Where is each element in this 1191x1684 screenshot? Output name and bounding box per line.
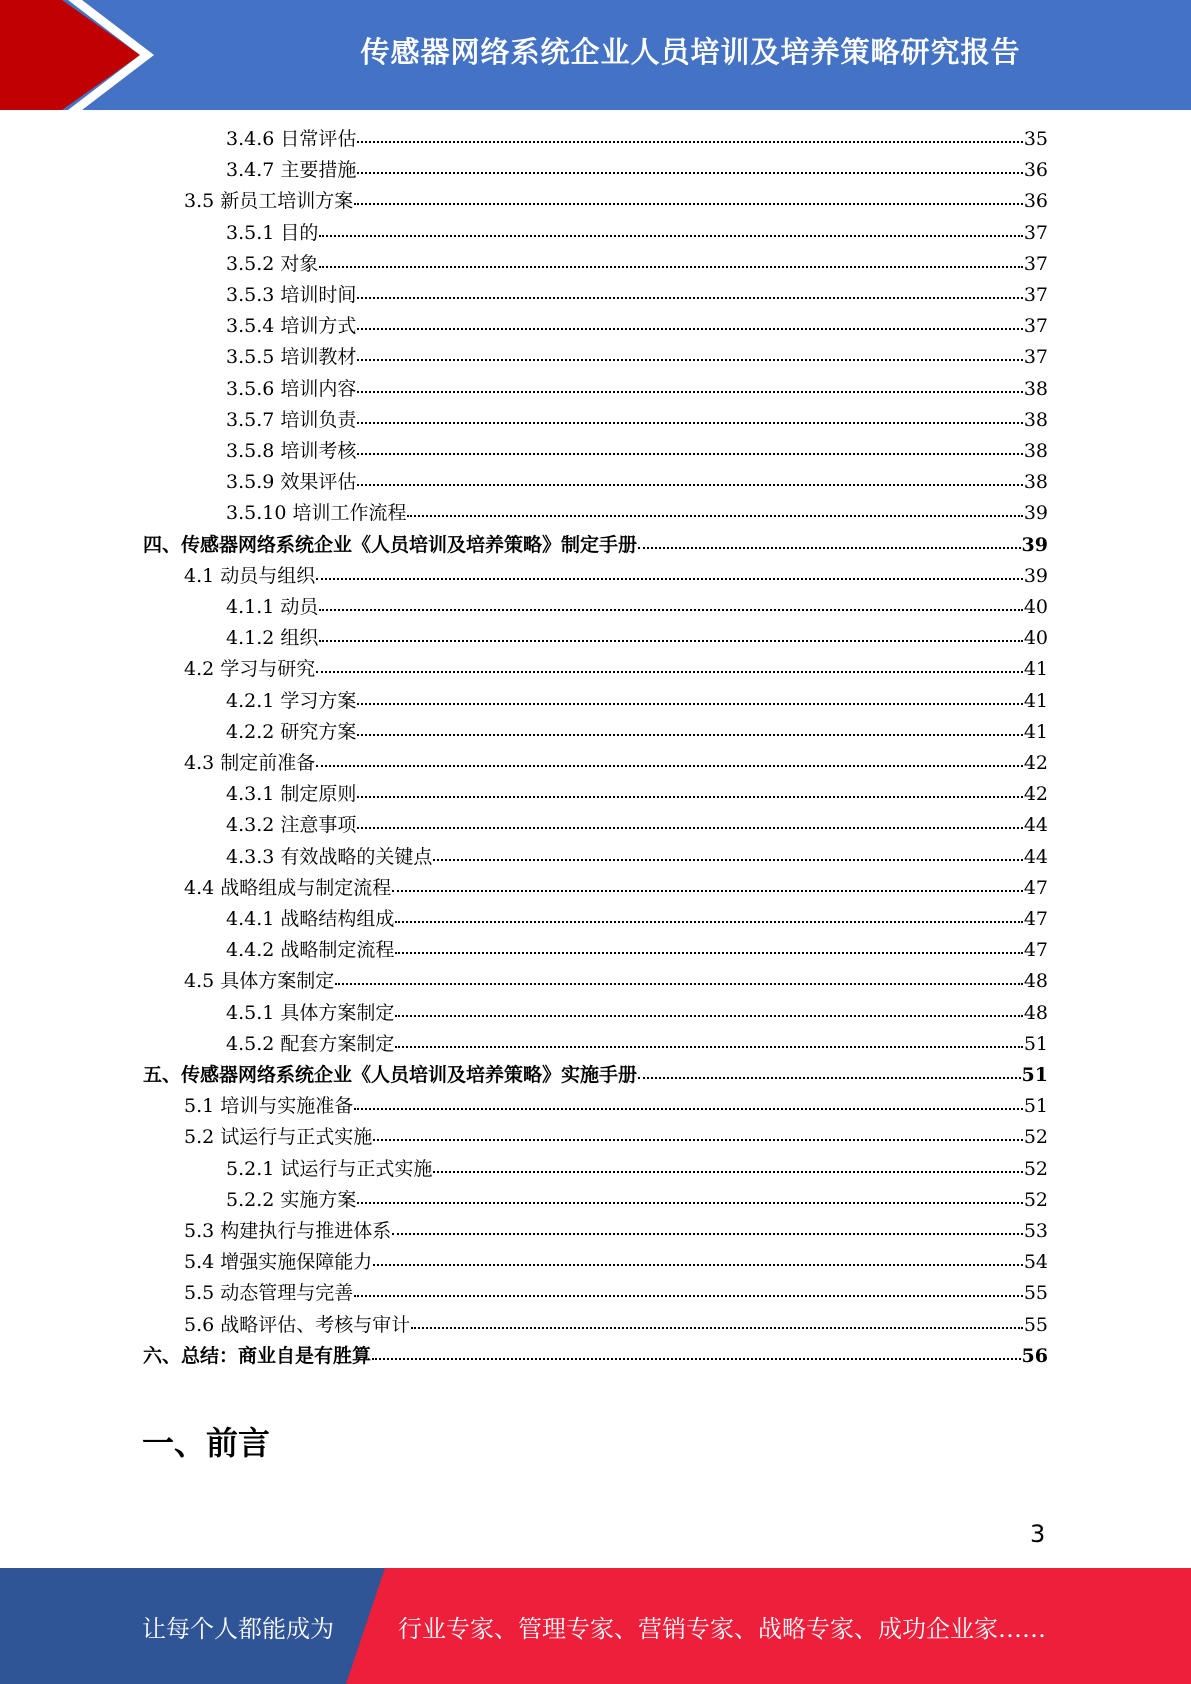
toc-entry-label: 4.1 动员与组织 — [184, 564, 316, 587]
toc-entry-label: 3.5.9 效果评估 — [226, 471, 357, 494]
toc-entry-label: 4.5 具体方案制定 — [184, 970, 335, 993]
toc-entry[interactable] — [143, 1063, 1048, 1087]
toc-entry[interactable] — [226, 408, 1048, 432]
toc-entry[interactable] — [226, 1157, 1048, 1181]
toc-entry-label: 5.5 动态管理与完善 — [184, 1282, 354, 1305]
toc-entry[interactable] — [226, 501, 1048, 525]
toc-entry-page: 40 — [1023, 627, 1048, 650]
toc-dot-leader — [335, 983, 1023, 985]
toc-entry-page: 39 — [1023, 564, 1048, 587]
toc-dot-leader — [316, 671, 1023, 673]
toc-dot-leader — [638, 547, 1021, 549]
toc-entry-page: 37 — [1023, 284, 1048, 306]
toc-entry-page: 36 — [1023, 159, 1048, 182]
toc-entry-label: 3.5 新员工培训方案 — [184, 190, 354, 213]
document-title: 传感器网络系统企业人员培训及培养策略研究报告 — [360, 34, 1021, 69]
toc-entry[interactable] — [184, 564, 1048, 588]
toc-entry[interactable] — [184, 1313, 1048, 1337]
toc-entry-page: 37 — [1023, 346, 1048, 369]
toc-entry[interactable] — [226, 470, 1048, 494]
toc-entry-page: 37 — [1023, 315, 1048, 338]
toc-entry-page: 48 — [1023, 1001, 1048, 1024]
toc-entry-label: 4.1.1 动员 — [226, 596, 319, 618]
toc-entry-page: 52 — [1023, 1188, 1048, 1211]
toc-entry[interactable] — [226, 720, 1048, 744]
toc-entry-page: 42 — [1023, 752, 1048, 774]
toc-dot-leader — [372, 1358, 1021, 1360]
toc-dot-leader — [316, 578, 1023, 580]
toc-dot-leader — [357, 297, 1022, 299]
toc-entry-label: 3.5.3 培训时间 — [226, 284, 357, 306]
toc-entry[interactable] — [184, 751, 1048, 775]
toc-entry-label: 5.2 试运行与正式实施 — [184, 1126, 373, 1149]
toc-entry[interactable] — [226, 221, 1048, 245]
toc-entry-label: 5.2.2 实施方案 — [226, 1188, 357, 1211]
toc-entry[interactable] — [226, 1001, 1048, 1025]
toc-entry-page: 39 — [1021, 533, 1048, 556]
toc-dot-leader — [354, 1295, 1023, 1297]
toc-entry-page: 40 — [1023, 596, 1048, 618]
toc-dot-leader — [319, 266, 1022, 268]
toc-entry-page: 41 — [1023, 720, 1048, 743]
toc-dot-leader — [395, 1046, 1022, 1048]
page-footer — [0, 1568, 1191, 1684]
toc-dot-leader — [638, 1077, 1021, 1079]
toc-entry-label: 3.5.4 培训方式 — [226, 315, 357, 338]
toc-entry-label: 4.3.3 有效战略的关键点 — [226, 845, 433, 868]
toc-entry-page: 48 — [1023, 970, 1048, 993]
toc-entry[interactable] — [184, 1094, 1048, 1118]
toc-entry-label: 3.5.5 培训教材 — [226, 346, 357, 369]
toc-entry-page: 41 — [1023, 689, 1048, 712]
toc-entry-page: 52 — [1023, 1157, 1048, 1180]
toc-entry[interactable] — [184, 1125, 1048, 1149]
toc-entry[interactable] — [226, 938, 1048, 962]
toc-entry[interactable] — [143, 1344, 1048, 1368]
toc-entry[interactable] — [226, 689, 1048, 713]
toc-dot-leader — [392, 1233, 1023, 1235]
toc-entry-label: 5.6 战略评估、考核与审计 — [184, 1313, 411, 1336]
toc-dot-leader — [357, 328, 1022, 330]
toc-entry[interactable] — [226, 158, 1048, 182]
toc-entry[interactable] — [184, 1250, 1048, 1274]
toc-entry-page: 47 — [1023, 908, 1048, 930]
toc-dot-leader — [357, 796, 1022, 798]
toc-entry-page: 47 — [1023, 876, 1048, 899]
toc-entry-label: 4.2 学习与研究 — [184, 658, 316, 681]
toc-dot-leader — [319, 235, 1022, 237]
toc-entry[interactable] — [184, 189, 1048, 213]
toc-entry-page: 37 — [1023, 221, 1048, 244]
toc-entry-page: 51 — [1021, 1064, 1048, 1086]
toc-entry-label: 4.2.1 学习方案 — [226, 689, 357, 712]
toc-entry[interactable] — [184, 1281, 1048, 1305]
toc-entry-label: 3.5.6 培训内容 — [226, 377, 357, 400]
toc-entry-label: 4.3.2 注意事项 — [226, 814, 357, 837]
toc-entry[interactable] — [226, 252, 1048, 276]
toc-entry-page: 39 — [1023, 502, 1048, 525]
toc-entry[interactable] — [226, 595, 1048, 619]
page-number: 3 — [1030, 1520, 1046, 1548]
toc-dot-leader — [316, 765, 1023, 767]
toc-entry[interactable] — [184, 1219, 1048, 1243]
toc-entry-label: 3.5.8 培训考核 — [226, 440, 357, 462]
toc-entry[interactable] — [226, 845, 1048, 869]
toc-dot-leader — [357, 734, 1022, 736]
toc-dot-leader — [392, 890, 1023, 892]
toc-entry-label: 4.5.2 配套方案制定 — [226, 1032, 395, 1055]
toc-entry-page: 56 — [1021, 1344, 1048, 1367]
toc-dot-leader — [395, 952, 1022, 954]
toc-entry[interactable] — [226, 345, 1048, 369]
toc-entry[interactable] — [143, 533, 1048, 557]
toc-dot-leader — [407, 515, 1022, 517]
toc-entry-page: 42 — [1023, 783, 1048, 806]
toc-entry-label: 六、总结：商业自是有胜算 — [143, 1344, 372, 1367]
toc-entry-label: 3.5.2 对象 — [226, 252, 319, 275]
toc-dot-leader — [433, 1171, 1022, 1173]
toc-entry-label: 3.5.7 培训负责 — [226, 408, 357, 431]
toc-entry-page: 44 — [1023, 845, 1048, 868]
toc-entry[interactable] — [226, 1032, 1048, 1056]
toc-entry-label: 五、传感器网络系统企业《人员培训及培养策略》实施手册 — [143, 1064, 638, 1086]
toc-entry[interactable] — [184, 876, 1048, 900]
toc-entry-page: 53 — [1023, 1220, 1048, 1242]
toc-dot-leader — [319, 609, 1022, 611]
toc-entry-page: 38 — [1023, 377, 1048, 400]
toc-dot-leader — [357, 703, 1022, 705]
toc-entry-page: 36 — [1023, 190, 1048, 213]
toc-entry[interactable] — [226, 283, 1048, 307]
toc-dot-leader — [319, 640, 1022, 642]
toc-entry-label: 3.5.10 培训工作流程 — [226, 502, 407, 525]
toc-dot-leader — [395, 1015, 1022, 1017]
toc-dot-leader — [411, 1327, 1023, 1329]
toc-dot-leader — [373, 1139, 1023, 1141]
toc-entry-page: 41 — [1023, 658, 1048, 681]
toc-dot-leader — [354, 1108, 1023, 1110]
toc-dot-leader — [357, 359, 1022, 361]
toc-entry[interactable] — [226, 127, 1048, 151]
toc-dot-leader — [357, 827, 1022, 829]
toc-entry-label: 4.3 制定前准备 — [184, 752, 316, 774]
footer-slogan-left: 让每个人都能成为 — [142, 1614, 334, 1643]
section-heading: 一、前言 — [142, 1424, 271, 1462]
toc-entry-page: 52 — [1023, 1126, 1048, 1149]
footer-slogan-right: 行业专家、管理专家、营销专家、战略专家、成功企业家…… — [398, 1614, 1046, 1643]
toc-entry-page: 54 — [1023, 1251, 1048, 1274]
toc-entry-label: 5.4 增强实施保障能力 — [184, 1251, 373, 1274]
toc-dot-leader — [357, 1202, 1022, 1204]
toc-dot-leader — [395, 921, 1022, 923]
toc-entry-page: 38 — [1023, 408, 1048, 431]
toc-dot-leader — [357, 484, 1022, 486]
toc-entry-page: 37 — [1023, 252, 1048, 275]
toc-entry-label: 4.4.2 战略制定流程 — [226, 939, 395, 962]
toc-dot-leader — [357, 141, 1022, 143]
toc-entry-label: 3.4.7 主要措施 — [226, 159, 357, 182]
toc-entry[interactable] — [226, 439, 1048, 463]
toc-entry-page: 55 — [1023, 1282, 1048, 1305]
toc-entry[interactable] — [226, 377, 1048, 401]
toc-entry[interactable] — [226, 314, 1048, 338]
toc-entry[interactable] — [226, 813, 1048, 837]
toc-entry-label: 3.5.1 目的 — [226, 221, 319, 244]
toc-entry-page: 47 — [1023, 939, 1048, 962]
toc-dot-leader — [357, 453, 1022, 455]
toc-entry-label: 4.4.1 战略结构组成 — [226, 908, 395, 930]
toc-entry-label: 4.3.1 制定原则 — [226, 783, 357, 806]
toc-entry-label: 5.1 培训与实施准备 — [184, 1095, 354, 1118]
toc-entry[interactable] — [226, 782, 1048, 806]
page-header — [0, 0, 1191, 110]
toc-entry-page: 38 — [1023, 440, 1048, 462]
toc-entry-label: 3.4.6 日常评估 — [226, 128, 357, 150]
toc-entry[interactable] — [226, 907, 1048, 931]
toc-entry-page: 55 — [1023, 1313, 1048, 1336]
toc-dot-leader — [357, 172, 1022, 174]
toc-dot-leader — [354, 203, 1023, 205]
toc-dot-leader — [357, 422, 1022, 424]
toc-entry-label: 5.2.1 试运行与正式实施 — [226, 1157, 433, 1180]
toc-entry-page: 51 — [1023, 1095, 1048, 1118]
toc-entry-label: 4.5.1 具体方案制定 — [226, 1001, 395, 1024]
toc-entry-label: 4.1.2 组织 — [226, 627, 319, 650]
toc-entry[interactable] — [226, 626, 1048, 650]
toc-dot-leader — [357, 391, 1022, 393]
toc-dot-leader — [373, 1264, 1023, 1266]
toc-entry-label: 4.2.2 研究方案 — [226, 720, 357, 743]
toc-entry-page: 38 — [1023, 471, 1048, 494]
toc-entry[interactable] — [226, 1188, 1048, 1212]
toc-entry-label: 5.3 构建执行与推进体系 — [184, 1220, 392, 1242]
toc-entry-page: 35 — [1023, 128, 1048, 150]
toc-entry-page: 51 — [1023, 1032, 1048, 1055]
toc-entry-label: 四、传感器网络系统企业《人员培训及培养策略》制定手册 — [143, 533, 638, 556]
toc-entry-label: 4.4 战略组成与制定流程 — [184, 876, 392, 899]
toc-entry[interactable] — [184, 969, 1048, 993]
toc-dot-leader — [433, 859, 1022, 861]
toc-entry[interactable] — [184, 657, 1048, 681]
toc-entry-page: 44 — [1023, 814, 1048, 837]
